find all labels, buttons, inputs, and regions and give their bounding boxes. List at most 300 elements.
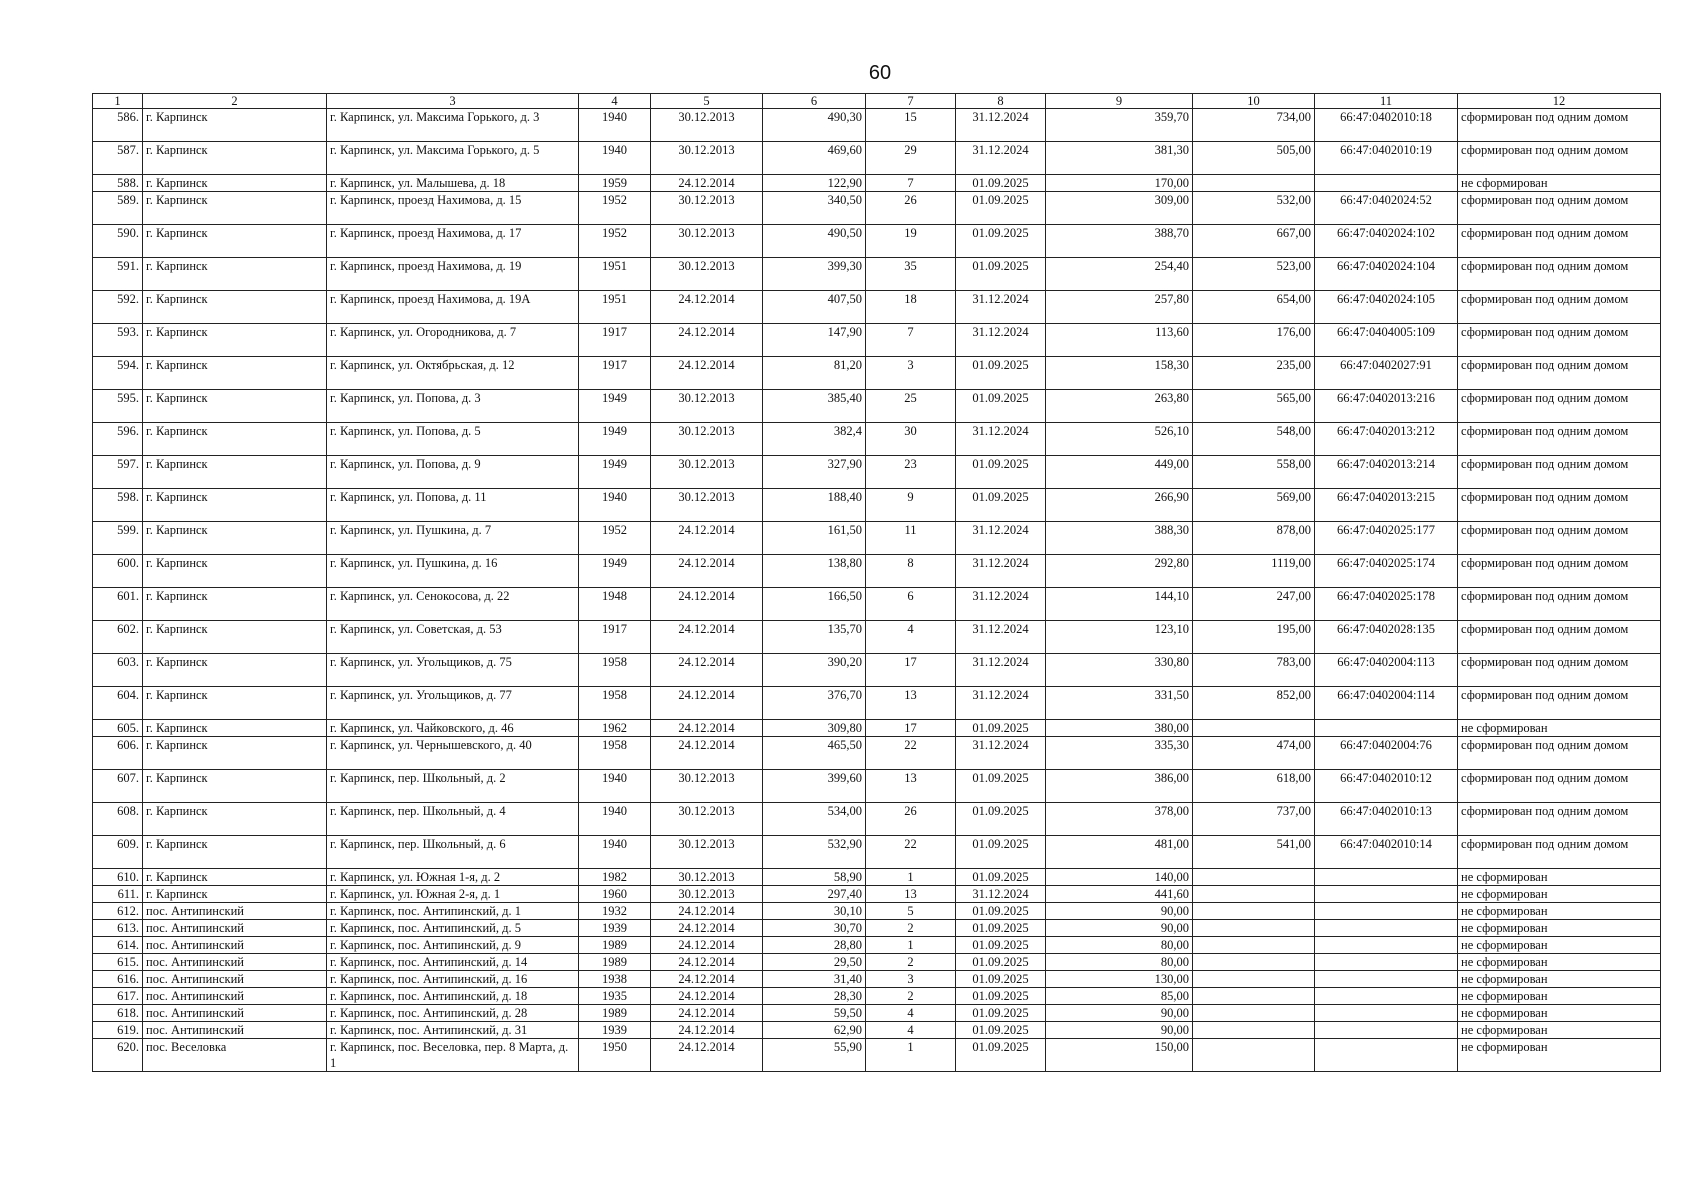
date-cell: 30.12.2013 [651,258,763,291]
deadline-cell: 01.09.2025 [956,489,1046,522]
residents-cell: 11 [866,522,956,555]
year-cell: 1940 [579,109,651,142]
status-cell: сформирован под одним домом [1458,423,1661,456]
date-cell: 24.12.2014 [651,1039,763,1072]
value-cell: 441,60 [1046,886,1193,903]
row-number-cell: 589. [93,192,143,225]
area-cell: 122,90 [763,175,866,192]
address-cell: г. Карпинск, ул. Попова, д. 11 [327,489,579,522]
table-row [93,654,1661,687]
deadline-cell: 01.09.2025 [956,971,1046,988]
table-row [93,225,1661,258]
value-cell: 481,00 [1046,836,1193,869]
date-cell: 24.12.2014 [651,555,763,588]
date-cell: 24.12.2014 [651,937,763,954]
row-number-cell: 603. [93,654,143,687]
locality-cell: г. Карпинск [143,423,327,456]
value-cell: 158,30 [1046,357,1193,390]
area-cell: 138,80 [763,555,866,588]
cadastral-cell [1315,720,1458,737]
deadline-cell: 01.09.2025 [956,770,1046,803]
status-cell: не сформирован [1458,1022,1661,1039]
row-number-cell: 595. [93,390,143,423]
date-cell: 24.12.2014 [651,720,763,737]
status-cell: сформирован под одним домом [1458,456,1661,489]
cadastral-cell: 66:47:0402025:174 [1315,555,1458,588]
table-row [93,175,1661,192]
cadastral-cell [1315,175,1458,192]
date-cell: 30.12.2013 [651,423,763,456]
area-cell: 465,50 [763,737,866,770]
area-cell: 327,90 [763,456,866,489]
value-cell [1193,903,1315,920]
column-header: 1 [93,94,143,109]
deadline-cell: 01.09.2025 [956,357,1046,390]
residents-cell: 26 [866,192,956,225]
cadastral-cell [1315,869,1458,886]
row-number-cell: 614. [93,937,143,954]
cadastral-cell [1315,954,1458,971]
value-cell: 548,00 [1193,423,1315,456]
value-cell [1193,720,1315,737]
status-cell: сформирован под одним домом [1458,109,1661,142]
status-cell: сформирован под одним домом [1458,357,1661,390]
value-cell [1193,937,1315,954]
residents-cell: 7 [866,175,956,192]
locality-cell: г. Карпинск [143,456,327,489]
table-row [93,988,1661,1005]
column-number-row [93,94,1661,109]
year-cell: 1989 [579,954,651,971]
year-cell: 1952 [579,225,651,258]
deadline-cell: 01.09.2025 [956,258,1046,291]
address-cell: г. Карпинск, ул. Попова, д. 5 [327,423,579,456]
deadline-cell: 31.12.2024 [956,324,1046,357]
status-cell: не сформирован [1458,1039,1661,1072]
status-cell: не сформирован [1458,903,1661,920]
address-cell: г. Карпинск, пер. Школьный, д. 6 [327,836,579,869]
status-cell: не сформирован [1458,175,1661,192]
area-cell: 188,40 [763,489,866,522]
residents-cell: 13 [866,770,956,803]
area-cell: 31,40 [763,971,866,988]
row-number-cell: 602. [93,621,143,654]
residents-cell: 30 [866,423,956,456]
value-cell: 235,00 [1193,357,1315,390]
area-cell: 385,40 [763,390,866,423]
row-number-cell: 609. [93,836,143,869]
year-cell: 1939 [579,920,651,937]
row-number-cell: 605. [93,720,143,737]
address-cell: г. Карпинск, ул. Чернышевского, д. 40 [327,737,579,770]
deadline-cell: 31.12.2024 [956,522,1046,555]
residents-cell: 26 [866,803,956,836]
date-cell: 24.12.2014 [651,988,763,1005]
address-cell: г. Карпинск, ул. Огородникова, д. 7 [327,324,579,357]
locality-cell: г. Карпинск [143,225,327,258]
year-cell: 1962 [579,720,651,737]
locality-cell: пос. Антипинский [143,971,327,988]
deadline-cell: 01.09.2025 [956,937,1046,954]
area-cell: 30,10 [763,903,866,920]
table-row [93,1022,1661,1039]
value-cell: 359,70 [1046,109,1193,142]
residents-cell: 1 [866,869,956,886]
cadastral-cell: 66:47:0402024:52 [1315,192,1458,225]
year-cell: 1959 [579,175,651,192]
value-cell: 130,00 [1046,971,1193,988]
deadline-cell: 31.12.2024 [956,654,1046,687]
column-header: 4 [579,94,651,109]
table-row [93,142,1661,175]
row-number-cell: 588. [93,175,143,192]
value-cell: 113,60 [1046,324,1193,357]
status-cell: сформирован под одним домом [1458,324,1661,357]
row-number-cell: 610. [93,869,143,886]
date-cell: 30.12.2013 [651,489,763,522]
row-number-cell: 599. [93,522,143,555]
row-number-cell: 590. [93,225,143,258]
locality-cell: г. Карпинск [143,720,327,737]
table-row [93,555,1661,588]
status-cell: не сформирован [1458,1005,1661,1022]
date-cell: 24.12.2014 [651,903,763,920]
deadline-cell: 31.12.2024 [956,142,1046,175]
row-number-cell: 587. [93,142,143,175]
area-cell: 62,90 [763,1022,866,1039]
deadline-cell: 01.09.2025 [956,175,1046,192]
year-cell: 1989 [579,1005,651,1022]
row-number-cell: 615. [93,954,143,971]
column-header: 10 [1193,94,1315,109]
residents-cell: 4 [866,1022,956,1039]
year-cell: 1958 [579,737,651,770]
deadline-cell: 01.09.2025 [956,1005,1046,1022]
value-cell: 380,00 [1046,720,1193,737]
value-cell: 90,00 [1046,920,1193,937]
value-cell: 449,00 [1046,456,1193,489]
value-cell: 388,30 [1046,522,1193,555]
table-body [93,109,1661,1072]
locality-cell: пос. Антипинский [143,1005,327,1022]
deadline-cell: 01.09.2025 [956,869,1046,886]
status-cell: сформирован под одним домом [1458,687,1661,720]
date-cell: 30.12.2013 [651,192,763,225]
table-row [93,836,1661,869]
locality-cell: г. Карпинск [143,869,327,886]
area-cell: 135,70 [763,621,866,654]
status-cell: сформирован под одним домом [1458,142,1661,175]
address-cell: г. Карпинск, проезд Нахимова, д. 15 [327,192,579,225]
date-cell: 30.12.2013 [651,836,763,869]
residents-cell: 13 [866,687,956,720]
housing-table [92,93,1661,1072]
residents-cell: 9 [866,489,956,522]
residents-cell: 2 [866,920,956,937]
year-cell: 1917 [579,324,651,357]
area-cell: 407,50 [763,291,866,324]
row-number-cell: 620. [93,1039,143,1072]
address-cell: г. Карпинск, пос. Антипинский, д. 14 [327,954,579,971]
status-cell: не сформирован [1458,720,1661,737]
status-cell: сформирован под одним домом [1458,770,1661,803]
value-cell: 878,00 [1193,522,1315,555]
year-cell: 1940 [579,142,651,175]
deadline-cell: 31.12.2024 [956,423,1046,456]
address-cell: г. Карпинск, проезд Нахимова, д. 17 [327,225,579,258]
deadline-cell: 31.12.2024 [956,555,1046,588]
residents-cell: 2 [866,954,956,971]
address-cell: г. Карпинск, проезд Нахимова, д. 19А [327,291,579,324]
address-cell: г. Карпинск, ул. Южная 1-я, д. 2 [327,869,579,886]
value-cell: 257,80 [1046,291,1193,324]
area-cell: 30,70 [763,920,866,937]
cadastral-cell: 66:47:0402010:13 [1315,803,1458,836]
value-cell: 254,40 [1046,258,1193,291]
address-cell: г. Карпинск, пос. Антипинский, д. 31 [327,1022,579,1039]
address-cell: г. Карпинск, ул. Чайковского, д. 46 [327,720,579,737]
table-row [93,687,1661,720]
cadastral-cell: 66:47:0402004:76 [1315,737,1458,770]
date-cell: 30.12.2013 [651,390,763,423]
date-cell: 24.12.2014 [651,971,763,988]
row-number-cell: 586. [93,109,143,142]
value-cell: 654,00 [1193,291,1315,324]
locality-cell: г. Карпинск [143,142,327,175]
locality-cell: пос. Веселовка [143,1039,327,1072]
value-cell: 330,80 [1046,654,1193,687]
value-cell: 386,00 [1046,770,1193,803]
value-cell [1193,869,1315,886]
locality-cell: г. Карпинск [143,258,327,291]
year-cell: 1952 [579,522,651,555]
row-number-cell: 618. [93,1005,143,1022]
row-number-cell: 594. [93,357,143,390]
locality-cell: пос. Антипинский [143,954,327,971]
locality-cell: г. Карпинск [143,109,327,142]
year-cell: 1948 [579,588,651,621]
table-row [93,324,1661,357]
locality-cell: пос. Антипинский [143,903,327,920]
address-cell: г. Карпинск, пос. Антипинский, д. 18 [327,988,579,1005]
deadline-cell: 01.09.2025 [956,192,1046,225]
row-number-cell: 619. [93,1022,143,1039]
date-cell: 30.12.2013 [651,456,763,489]
address-cell: г. Карпинск, пер. Школьный, д. 4 [327,803,579,836]
address-cell: г. Карпинск, ул. Максима Горького, д. 5 [327,142,579,175]
value-cell: 80,00 [1046,954,1193,971]
value-cell [1193,175,1315,192]
area-cell: 399,60 [763,770,866,803]
residents-cell: 8 [866,555,956,588]
table-row [93,920,1661,937]
address-cell: г. Карпинск, ул. Угольщиков, д. 77 [327,687,579,720]
area-cell: 29,50 [763,954,866,971]
deadline-cell: 01.09.2025 [956,390,1046,423]
deadline-cell: 01.09.2025 [956,225,1046,258]
year-cell: 1958 [579,654,651,687]
column-header: 6 [763,94,866,109]
status-cell: сформирован под одним домом [1458,291,1661,324]
status-cell: не сформирован [1458,954,1661,971]
year-cell: 1940 [579,770,651,803]
value-cell: 565,00 [1193,390,1315,423]
address-cell: г. Карпинск, ул. Пушкина, д. 16 [327,555,579,588]
year-cell: 1951 [579,291,651,324]
value-cell: 140,00 [1046,869,1193,886]
residents-cell: 5 [866,903,956,920]
column-header: 12 [1458,94,1661,109]
value-cell: 195,00 [1193,621,1315,654]
year-cell: 1949 [579,456,651,489]
area-cell: 390,20 [763,654,866,687]
cadastral-cell: 66:47:0402010:14 [1315,836,1458,869]
address-cell: г. Карпинск, ул. Максима Горького, д. 3 [327,109,579,142]
table-row [93,357,1661,390]
value-cell: 144,10 [1046,588,1193,621]
table-row [93,937,1661,954]
row-number-cell: 597. [93,456,143,489]
status-cell: сформирован под одним домом [1458,258,1661,291]
cadastral-cell: 66:47:0402010:19 [1315,142,1458,175]
locality-cell: пос. Антипинский [143,937,327,954]
date-cell: 30.12.2013 [651,109,763,142]
deadline-cell: 01.09.2025 [956,803,1046,836]
status-cell: сформирован под одним домом [1458,737,1661,770]
deadline-cell: 01.09.2025 [956,836,1046,869]
year-cell: 1939 [579,1022,651,1039]
deadline-cell: 01.09.2025 [956,456,1046,489]
status-cell: сформирован под одним домом [1458,225,1661,258]
locality-cell: г. Карпинск [143,555,327,588]
value-cell: 170,00 [1046,175,1193,192]
status-cell: не сформирован [1458,971,1661,988]
deadline-cell: 01.09.2025 [956,720,1046,737]
year-cell: 1950 [579,1039,651,1072]
value-cell: 734,00 [1193,109,1315,142]
year-cell: 1951 [579,258,651,291]
table-row [93,1005,1661,1022]
value-cell [1193,1005,1315,1022]
year-cell: 1935 [579,988,651,1005]
year-cell: 1958 [579,687,651,720]
locality-cell: пос. Антипинский [143,988,327,1005]
cadastral-cell: 66:47:0402024:105 [1315,291,1458,324]
year-cell: 1960 [579,886,651,903]
cadastral-cell: 66:47:0402013:216 [1315,390,1458,423]
locality-cell: г. Карпинск [143,390,327,423]
locality-cell: пос. Антипинский [143,1022,327,1039]
date-cell: 24.12.2014 [651,588,763,621]
table-row [93,1039,1661,1072]
table-row [93,770,1661,803]
deadline-cell: 01.09.2025 [956,1039,1046,1072]
table-row [93,588,1661,621]
residents-cell: 1 [866,1039,956,1072]
date-cell: 30.12.2013 [651,225,763,258]
table-row [93,109,1661,142]
value-cell: 541,00 [1193,836,1315,869]
locality-cell: г. Карпинск [143,621,327,654]
value-cell: 618,00 [1193,770,1315,803]
table-row [93,489,1661,522]
table-row [93,803,1661,836]
address-cell: г. Карпинск, ул. Южная 2-я, д. 1 [327,886,579,903]
year-cell: 1938 [579,971,651,988]
value-cell: 292,80 [1046,555,1193,588]
date-cell: 24.12.2014 [651,654,763,687]
value-cell [1193,886,1315,903]
cadastral-cell: 66:47:0402013:215 [1315,489,1458,522]
table-row [93,423,1661,456]
date-cell: 24.12.2014 [651,920,763,937]
row-number-cell: 613. [93,920,143,937]
value-cell: 1119,00 [1193,555,1315,588]
deadline-cell: 31.12.2024 [956,621,1046,654]
address-cell: г. Карпинск, пос. Антипинский, д. 16 [327,971,579,988]
status-cell: сформирован под одним домом [1458,588,1661,621]
residents-cell: 2 [866,988,956,1005]
cadastral-cell [1315,903,1458,920]
page-number: 60 [868,62,892,84]
value-cell: 526,10 [1046,423,1193,456]
date-cell: 24.12.2014 [651,621,763,654]
cadastral-cell [1315,1039,1458,1072]
date-cell: 30.12.2013 [651,142,763,175]
date-cell: 24.12.2014 [651,737,763,770]
area-cell: 382,4 [763,423,866,456]
row-number-cell: 617. [93,988,143,1005]
date-cell: 30.12.2013 [651,869,763,886]
value-cell: 737,00 [1193,803,1315,836]
residents-cell: 22 [866,836,956,869]
area-cell: 376,70 [763,687,866,720]
address-cell: г. Карпинск, пос. Антипинский, д. 5 [327,920,579,937]
area-cell: 161,50 [763,522,866,555]
date-cell: 24.12.2014 [651,954,763,971]
status-cell: сформирован под одним домом [1458,621,1661,654]
cadastral-cell: 66:47:0404005:109 [1315,324,1458,357]
cadastral-cell: 66:47:0402013:212 [1315,423,1458,456]
value-cell: 176,00 [1193,324,1315,357]
cadastral-cell: 66:47:0402025:178 [1315,588,1458,621]
table-row [93,903,1661,920]
year-cell: 1940 [579,489,651,522]
address-cell: г. Карпинск, пос. Антипинский, д. 9 [327,937,579,954]
row-number-cell: 608. [93,803,143,836]
table-row [93,621,1661,654]
value-cell: 783,00 [1193,654,1315,687]
cadastral-cell: 66:47:0402004:114 [1315,687,1458,720]
status-cell: сформирован под одним домом [1458,803,1661,836]
residents-cell: 4 [866,1005,956,1022]
cadastral-cell: 66:47:0402027:91 [1315,357,1458,390]
deadline-cell: 01.09.2025 [956,988,1046,1005]
date-cell: 24.12.2014 [651,324,763,357]
table-row [93,192,1661,225]
area-cell: 59,50 [763,1005,866,1022]
row-number-cell: 616. [93,971,143,988]
table-row [93,869,1661,886]
cadastral-cell: 66:47:0402013:214 [1315,456,1458,489]
value-cell [1193,971,1315,988]
cadastral-cell: 66:47:0402004:113 [1315,654,1458,687]
residents-cell: 15 [866,109,956,142]
status-cell: не сформирован [1458,937,1661,954]
locality-cell: г. Карпинск [143,687,327,720]
cadastral-cell [1315,937,1458,954]
year-cell: 1949 [579,390,651,423]
